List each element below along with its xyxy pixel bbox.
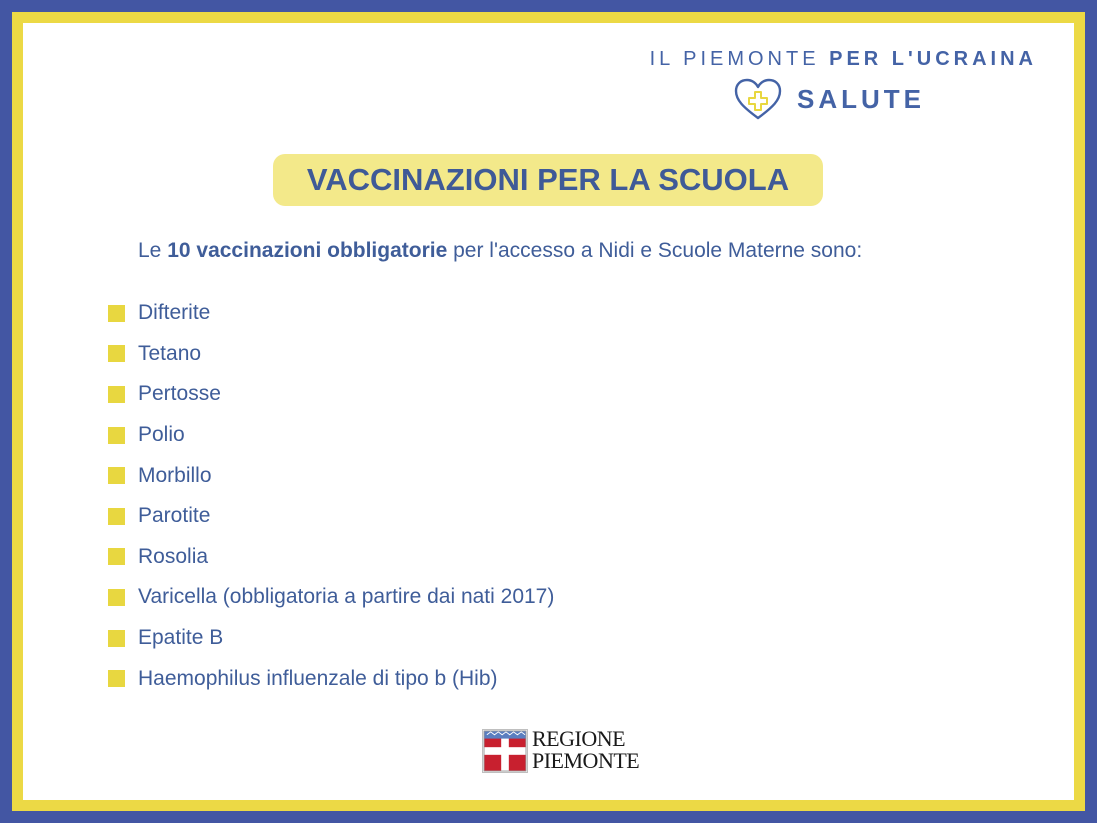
vaccine-label: Haemophilus influenzale di tipo b (Hib)	[138, 666, 498, 690]
square-bullet-icon	[108, 589, 125, 606]
vaccine-label: Parotite	[138, 504, 211, 528]
vaccine-label: Difterite	[138, 301, 211, 325]
vaccine-label: Epatite B	[138, 626, 224, 650]
page-title: VACCINAZIONI PER LA SCUOLA	[306, 162, 790, 197]
list-item	[108, 334, 554, 375]
list-item	[108, 293, 554, 334]
list-item	[108, 537, 554, 578]
brand-title	[650, 48, 1037, 71]
logo-line2: PIEMONTE	[532, 748, 640, 773]
square-bullet-icon	[108, 670, 125, 687]
slide-page	[23, 23, 1074, 800]
brand-title-light: IL PIEMONTE	[649, 48, 830, 70]
regione-piemonte-logo	[482, 726, 640, 775]
square-bullet-icon	[108, 305, 125, 322]
intro-text	[138, 239, 862, 263]
brand-salute: SALUTE	[797, 84, 925, 114]
square-bullet-icon	[108, 630, 125, 647]
regione-piemonte-shield-icon	[482, 729, 528, 773]
logo-line1: REGIONE	[532, 726, 626, 751]
list-item	[108, 618, 554, 659]
vaccine-label: Varicella (obbligatoria a partire dai nati 2017)	[138, 585, 555, 609]
square-bullet-icon	[108, 345, 125, 362]
brand-subtitle	[733, 78, 1033, 126]
intro-prefix: Le	[138, 239, 168, 262]
list-item	[108, 455, 554, 496]
list-item	[108, 577, 554, 618]
square-bullet-icon	[108, 427, 125, 444]
list-item	[108, 658, 554, 699]
brand-header	[617, 48, 1037, 138]
vaccine-list	[108, 293, 554, 699]
square-bullet-icon	[108, 548, 125, 565]
square-bullet-icon	[108, 386, 125, 403]
vaccine-label: Polio	[138, 423, 185, 447]
heart-cross-icon	[733, 78, 783, 122]
intro-bold: 10 vaccinazioni obbligatorie	[167, 239, 448, 262]
vaccine-label: Morbillo	[138, 463, 212, 487]
intro-suffix: per l'accesso a Nidi e Scuole Materne sono:	[447, 239, 863, 262]
vaccine-label: Pertosse	[138, 382, 221, 406]
list-item	[108, 415, 554, 456]
square-bullet-icon	[108, 508, 125, 525]
logo-wordmark	[532, 728, 639, 772]
list-item	[108, 496, 554, 537]
title-pill	[273, 154, 823, 206]
vaccine-label: Tetano	[138, 341, 202, 365]
brand-title-bold: PER L'UCRAINA	[829, 48, 1037, 70]
square-bullet-icon	[108, 467, 125, 484]
list-item	[108, 374, 554, 415]
vaccine-label: Rosolia	[138, 544, 209, 568]
